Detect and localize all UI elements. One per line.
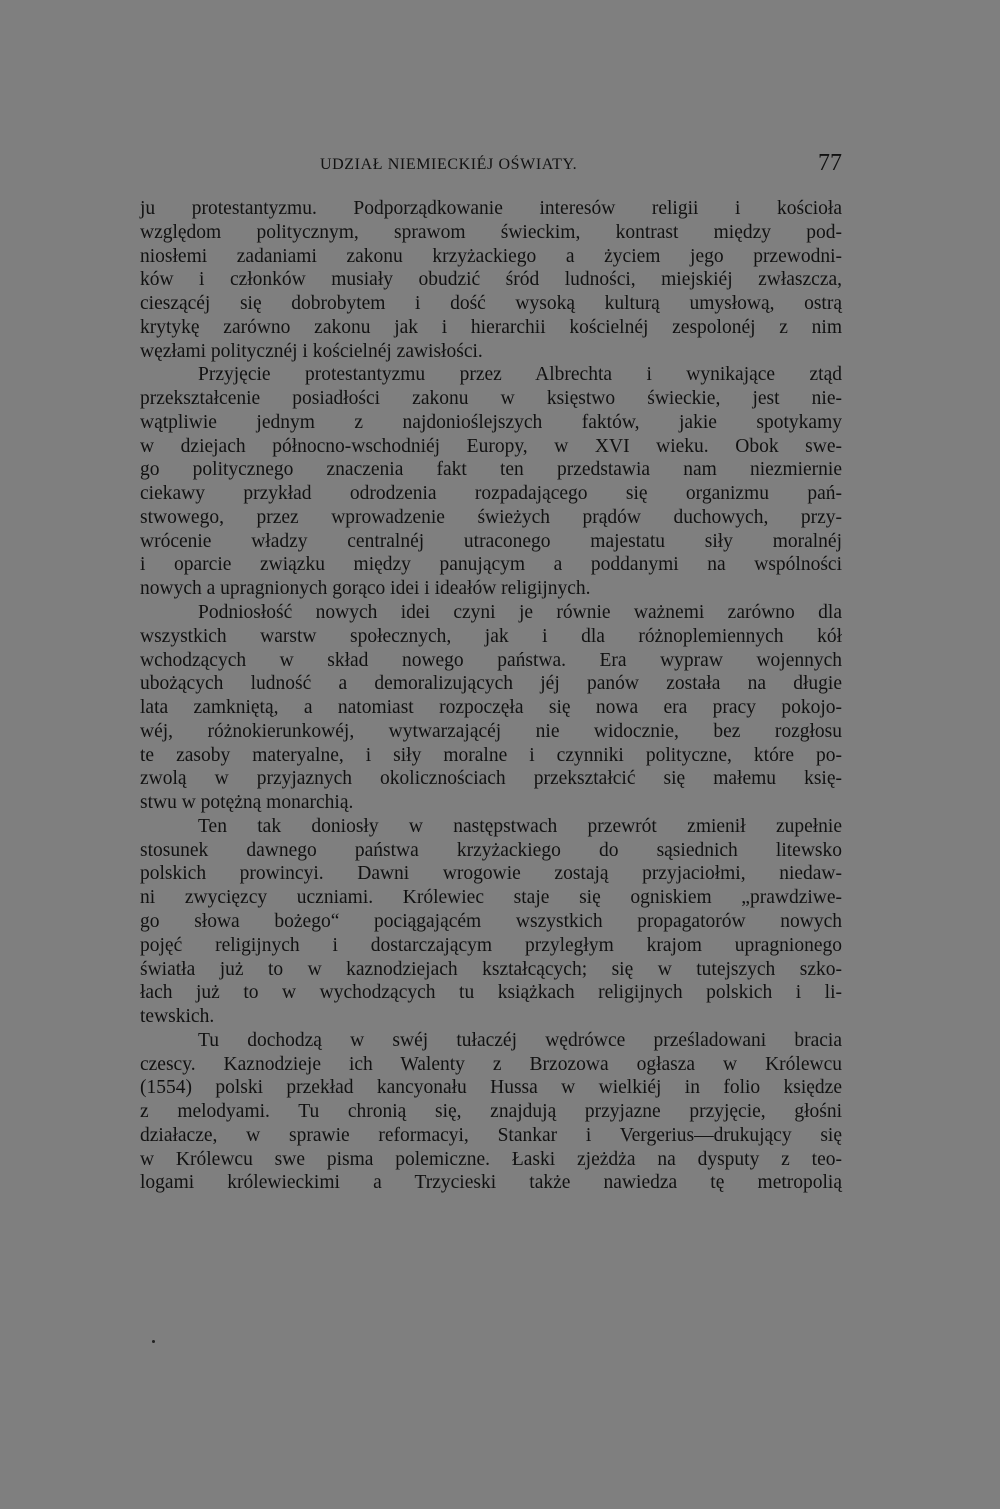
body-text bbox=[140, 197, 842, 1195]
text-line: logami królewieckimi a Trzycieski także nawiedza tę metropolią bbox=[140, 1172, 842, 1194]
text-line: tewskich. bbox=[140, 1006, 215, 1028]
text-line: niosłemi zadaniami zakonu krzyżackiego a życiem jego przewodni- bbox=[140, 245, 842, 267]
text-line: wrócenie władzy centralnéj utraconego majestatu siły moralnéj bbox=[140, 530, 842, 552]
text-line: pojęć religijnych i dostarczającym przyległym krajom upragnionego bbox=[140, 934, 842, 956]
text-line: działacze, w sprawie reformacyi, Stankar i Vergerius—drukujący się bbox=[140, 1124, 842, 1146]
text-line: względom politycznym, sprawom świeckim, kontrast między pod- bbox=[140, 221, 842, 243]
text-line: wéj, różnokierunkowéj, wytwarzającéj nie widocznie, bez rozgłosu bbox=[140, 720, 842, 742]
text-line: z melodyami. Tu chronią się, znajdują przyjazne przyjęcie, głośni bbox=[140, 1101, 842, 1123]
text-line: (1554) polski przekład kancyonału Hussa w wielkiéj in folio księdze bbox=[140, 1077, 842, 1099]
text-line: Tu dochodzą w swéj tułaczéj wędrówce prześladowani bracia bbox=[198, 1029, 842, 1051]
text-line: ków i członków musiały obudzić śród ludności, miejskiéj zwłaszcza, bbox=[140, 269, 842, 291]
page-number: 77 bbox=[818, 150, 842, 176]
text-line: nowych a upragnionych gorąco idei i ideałów religijnych. bbox=[140, 578, 591, 600]
text-line: w Królewcu swe pisma polemiczne. Łaski zjeżdża na dysputy z teo- bbox=[140, 1148, 842, 1170]
text-line: ciekawy przykład odrodzenia rozpadającego się organizmu pań- bbox=[140, 483, 842, 505]
text-line: czescy. Kaznodzieje ich Walenty z Brzozowa ogłasza w Królewcu bbox=[140, 1053, 842, 1075]
text-line: przekształcenie posiadłości zakonu w księstwo świeckie, jest nie- bbox=[140, 388, 842, 410]
page-header bbox=[140, 152, 842, 182]
text-line: polskich prowincyi. Dawni wrogowie zostają przyjaciołmi, niedaw- bbox=[140, 863, 842, 885]
text-line: wszystkich warstw społecznych, jak i dla różnoplemiennych kół bbox=[140, 625, 842, 647]
text-line: te zasoby materyalne, i siły moralne i czynniki polityczne, które po- bbox=[140, 744, 842, 766]
ink-speck bbox=[152, 1340, 155, 1343]
text-line: i oparcie związku między panującym a poddanymi na wspólności bbox=[140, 554, 842, 576]
text-line: węzłami politycznéj i kościelnéj zawisłości. bbox=[140, 340, 483, 362]
text-line: Podniosłość nowych idei czyni je równie ważnemi zarówno dla bbox=[198, 602, 842, 624]
text-line: zwolą w przyjaznych okolicznościach przekształcić się małemu księ- bbox=[140, 768, 842, 790]
text-line: Ten tak doniosły w następstwach przewrót zmienił zupełnie bbox=[198, 815, 842, 837]
text-line: stwu w potężną monarchią. bbox=[140, 792, 354, 814]
text-line: wchodzących w skład nowego państwa. Era wypraw wojennych bbox=[140, 649, 842, 671]
text-line: wątpliwie jednym z najdonioślejszych faktów, jakie spotykamy bbox=[140, 411, 842, 433]
text-line: krytykę zarówno zakonu jak i hierarchii kościelnéj zespolonéj z nim bbox=[140, 316, 842, 338]
text-line: ubożących ludność a demoralizujących jéj panów została na długie bbox=[140, 673, 842, 695]
text-line: Przyjęcie protestantyzmu przez Albrechta i wynikające ztąd bbox=[198, 364, 842, 386]
running-head: UDZIAŁ NIEMIECKIÉJ OŚWIATY. bbox=[320, 156, 578, 173]
text-line: łach już to w wychodzących tu książkach religijnych polskich i li- bbox=[140, 982, 842, 1004]
text-line: cieszącéj się dobrobytem i dość wysoką kulturą umysłową, ostrą bbox=[140, 293, 842, 315]
text-line: go politycznego znaczenia fakt ten przedstawia nam niezmiernie bbox=[140, 459, 842, 481]
text-line: w dziejach północno-wschodniéj Europy, w XVI wieku. Obok swe- bbox=[140, 435, 842, 457]
text-line: lata zamkniętą, a natomiast rozpoczęła się nowa era pracy pokojo- bbox=[140, 697, 842, 719]
text-line: ju protestantyzmu. Podporządkowanie interesów religii i kościoła bbox=[140, 198, 842, 219]
text-line: stwowego, przez wprowadzenie świeżych prądów duchowych, przy- bbox=[140, 506, 842, 528]
text-line: go słowa bożego“ pociągającém wszystkich propagatorów nowych bbox=[140, 910, 842, 932]
text-line: ni zwycięzcy uczniami. Królewiec staje się ogniskiem „prawdziwe- bbox=[140, 887, 842, 909]
text-line: stosunek dawnego państwa krzyżackiego do sąsiednich litewsko bbox=[140, 839, 842, 861]
text-line: światła już to w kaznodziejach kształcących; się w tutejszych szko- bbox=[140, 958, 842, 980]
